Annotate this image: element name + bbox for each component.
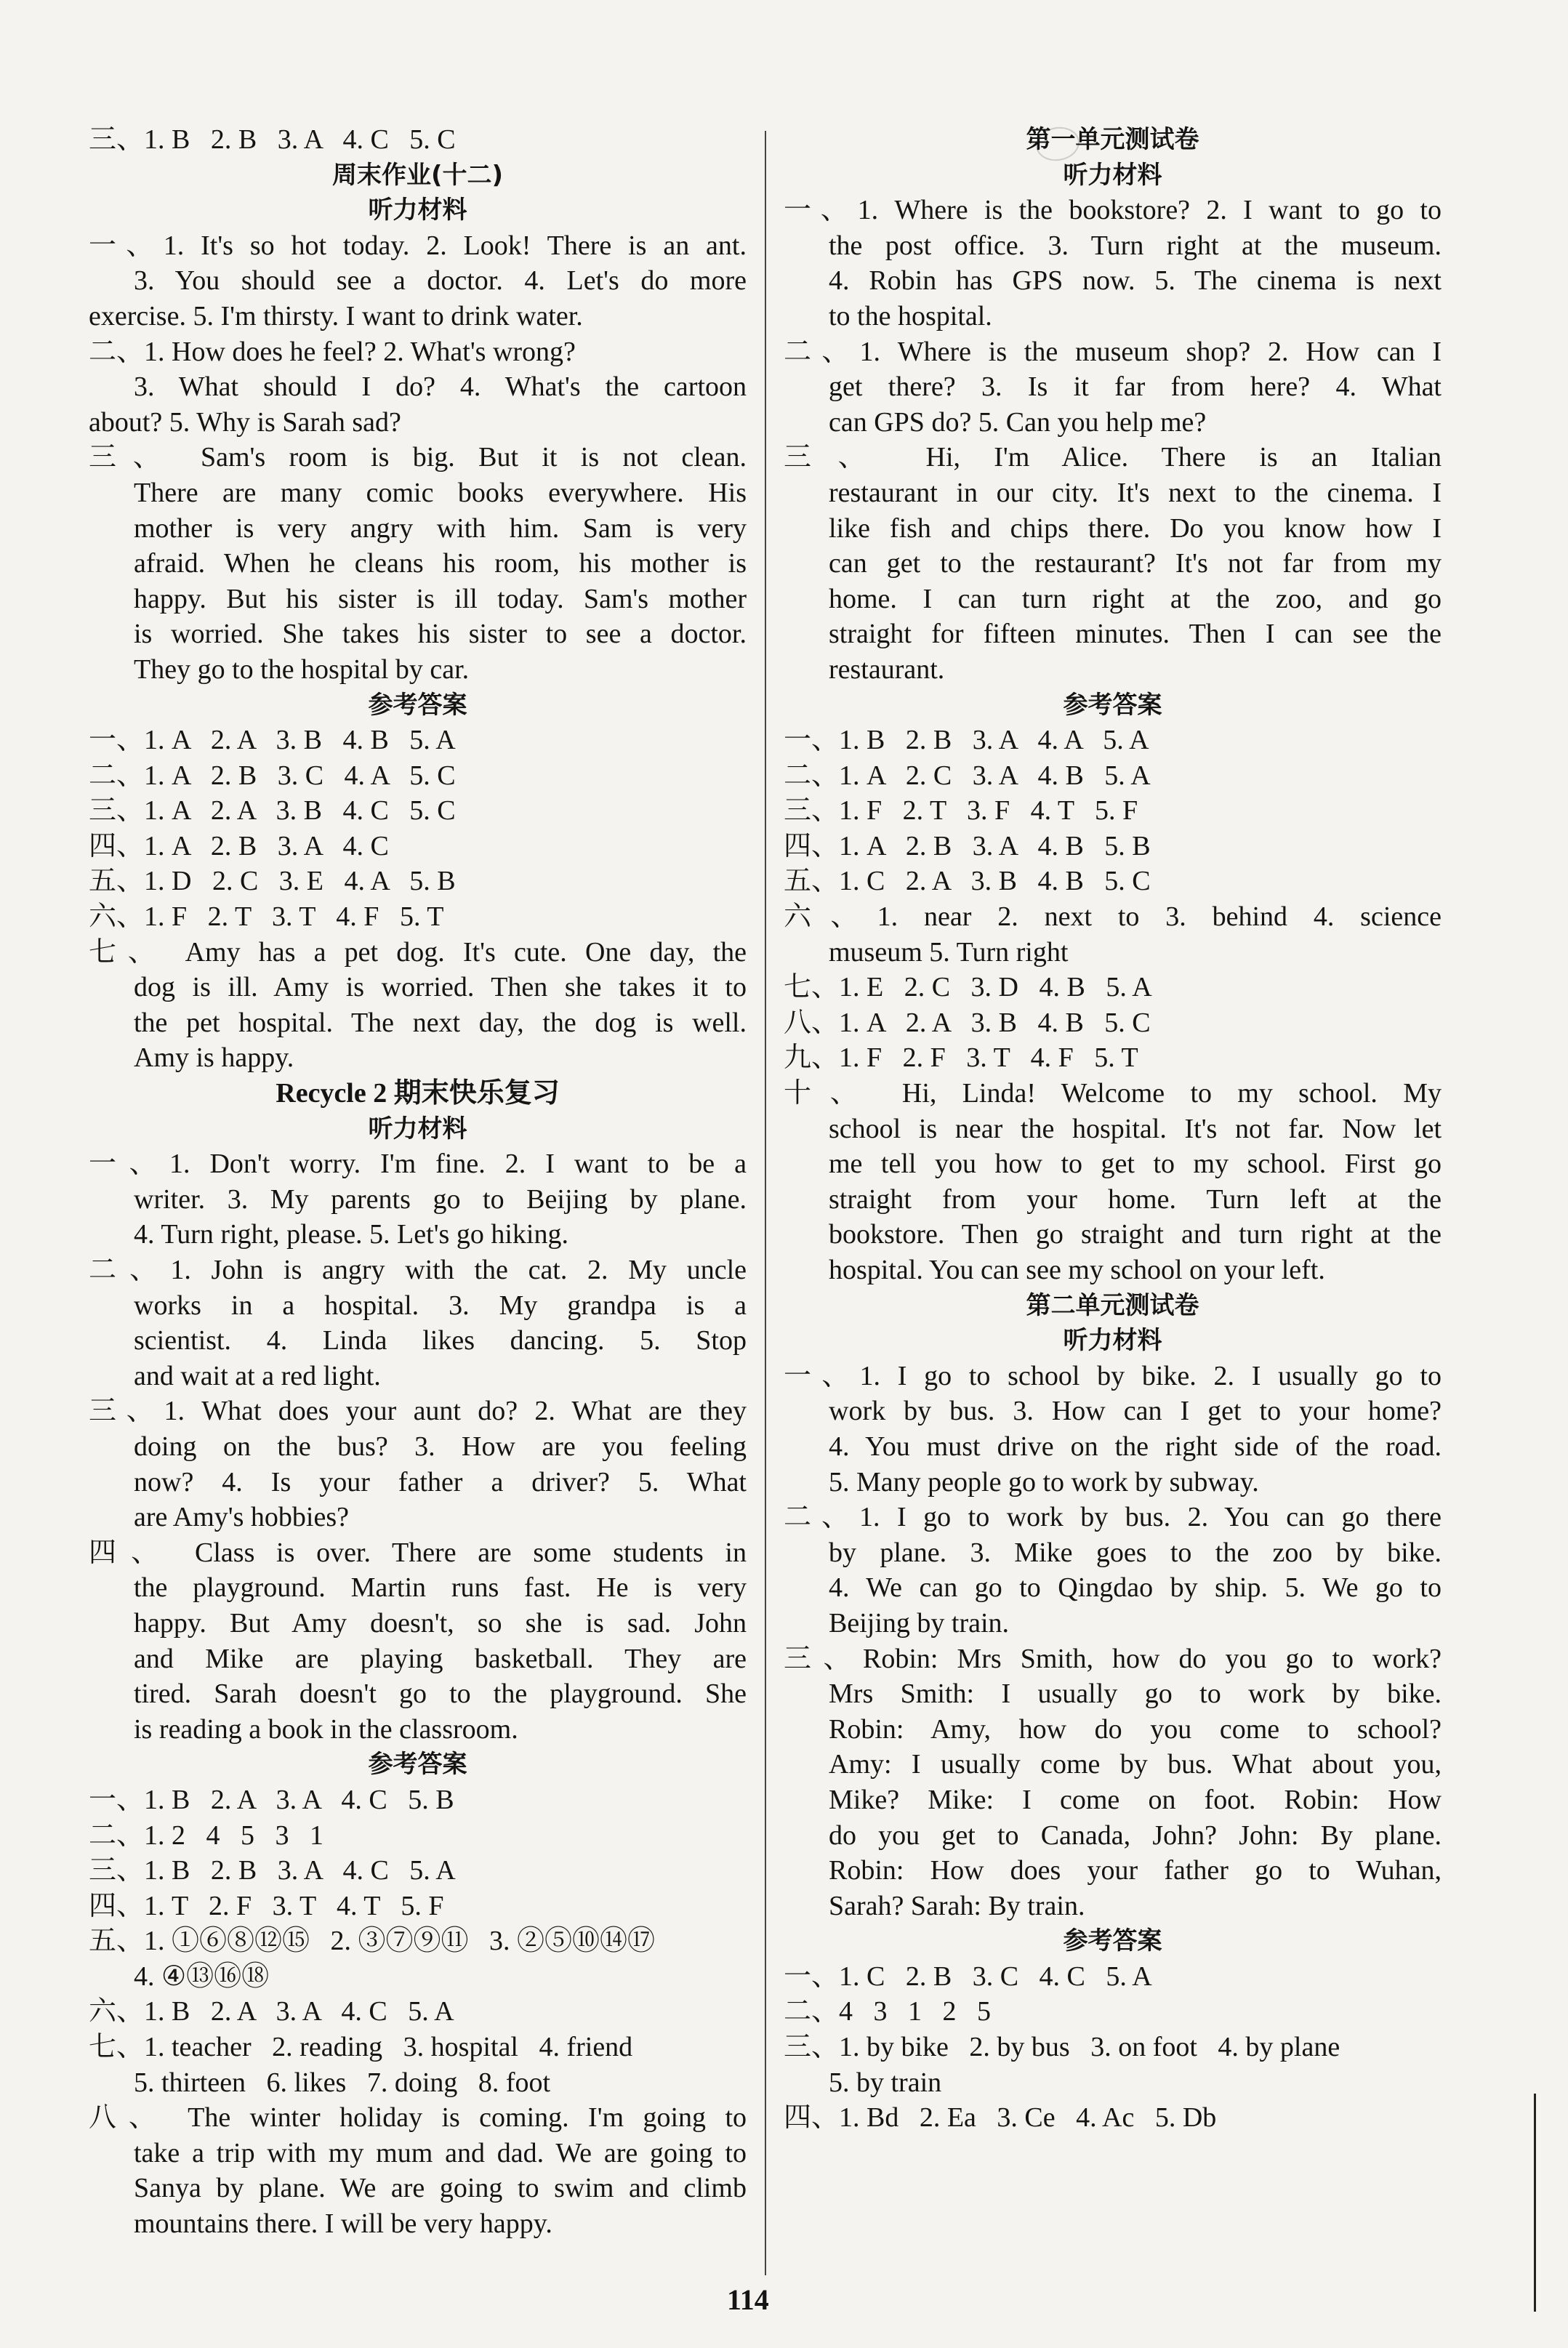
- text-line: tired. Sarah doesn't go to the playground. She: [134, 1678, 747, 1710]
- text-line: Amy is happy.: [134, 1042, 294, 1074]
- text-line: 5. by train: [829, 2067, 942, 2098]
- text-line: mother is very angry with him. Sam is very: [134, 512, 747, 544]
- text-line: doing on the bus? 3. How are you feeling: [134, 1431, 747, 1462]
- text-line: 四、1. A 2. B 3. A 4. B 5. B: [784, 830, 1151, 861]
- text-line: 三、 Sam's room is big. But it is not clean.: [89, 442, 747, 473]
- text-line: Mrs Smith: I usually go to work by bike.: [829, 1678, 1442, 1710]
- text-line: dog is ill. Amy is worried. Then she takes it to: [134, 972, 747, 1003]
- page-number: 114: [727, 2283, 769, 2316]
- text-line: is reading a book in the classroom.: [134, 1713, 518, 1745]
- section-heading: 参考答案: [1063, 690, 1162, 720]
- text-line: 四、1. T 2. F 3. T 4. T 5. F: [89, 1890, 444, 1921]
- text-line: 4. You must drive on the right side of the road.: [829, 1431, 1442, 1462]
- text-line: Mike? Mike: I come on foot. Robin: How: [829, 1784, 1442, 1815]
- text-line: the playground. Martin runs fast. He is very: [134, 1572, 747, 1604]
- text-line: the pet hospital. The next day, the dog is well.: [134, 1007, 747, 1038]
- text-line: writer. 3. My parents go to Beijing by plane.: [134, 1183, 747, 1215]
- text-line: about? 5. Why is Sarah sad?: [89, 406, 401, 438]
- text-line: 三、1. by bike 2. by bus 3. on foot 4. by plane: [784, 2032, 1340, 2063]
- text-line: happy. But his sister is ill today. Sam's mother: [134, 583, 747, 614]
- text-line: straight from your home. Turn left at the: [829, 1183, 1442, 1215]
- text-line: like fish and chips there. Do you know how I: [829, 512, 1442, 544]
- text-line: 4. ④⑬⑯⑱: [134, 1961, 270, 1992]
- text-line: 八、1. A 2. A 3. B 4. B 5. C: [784, 1007, 1151, 1038]
- text-line: restaurant.: [829, 654, 945, 685]
- text-line: get there? 3. Is it far from here? 4. What: [829, 371, 1442, 403]
- text-line: 一、1. Don't worry. I'm fine. 2. I want to be a: [89, 1149, 747, 1180]
- column-divider: [765, 131, 766, 2275]
- text-line: works in a hospital. 3. My grandpa is a: [134, 1290, 747, 1321]
- text-line: 二、1. I go to work by bus. 2. You can go there: [784, 1502, 1442, 1533]
- text-line: is worried. She takes his sister to see a doctor.: [134, 619, 747, 650]
- text-line: school is near the hospital. It's not far. Now let: [829, 1113, 1442, 1144]
- text-line: 三、1. What does your aunt do? 2. What are they: [89, 1396, 747, 1427]
- text-line: Sanya by plane. We are going to swim and climb: [134, 2173, 747, 2204]
- text-line: 三、1. F 2. T 3. F 4. T 5. F: [784, 795, 1138, 827]
- text-line: 四、1. A 2. B 3. A 4. C: [89, 830, 389, 861]
- section-heading: 听力材料: [1063, 160, 1162, 190]
- text-line: 二、1. 2 4 5 3 1: [89, 1820, 324, 1851]
- text-line: 二、1. John is angry with the cat. 2. My uncle: [89, 1255, 747, 1285]
- text-line: 七、1. teacher 2. reading 3. hospital 4. friend: [89, 2032, 633, 2063]
- text-line: 九、1. F 2. F 3. T 4. F 5. T: [784, 1042, 1138, 1074]
- text-line: 4. Turn right, please. 5. Let's go hiking.: [134, 1219, 568, 1250]
- text-line: to the hospital.: [829, 300, 992, 331]
- text-line: 二、4 3 1 2 5: [784, 1996, 992, 2027]
- text-line: 七、 Amy has a pet dog. It's cute. One day, the: [89, 936, 747, 968]
- text-line: 一、1. It's so hot today. 2. Look! There is an ant.: [89, 230, 747, 261]
- section-heading: 听力材料: [1063, 1326, 1162, 1356]
- text-line: 3. What should I do? 4. What's the cartoon: [134, 371, 747, 403]
- text-line: and Mike are playing basketball. They are: [134, 1643, 747, 1674]
- text-line: 七、1. E 2. C 3. D 4. B 5. A: [784, 972, 1152, 1003]
- text-line: 一、1. C 2. B 3. C 4. C 5. A: [784, 1961, 1152, 1992]
- text-line: 三、 Hi, I'm Alice. There is an Italian: [784, 442, 1442, 473]
- text-line: 5. thirteen 6. likes 7. doing 8. foot: [134, 2067, 551, 2098]
- section-heading: 参考答案: [368, 690, 467, 720]
- section-heading: 第二单元测试卷: [1026, 1290, 1199, 1320]
- text-line: 四、 Class is over. There are some students in: [89, 1537, 747, 1568]
- left-column: [89, 122, 747, 2242]
- text-line: afraid. When he cleans his room, his mother is: [134, 548, 747, 579]
- text-line: me tell you how to get to my school. First go: [829, 1149, 1442, 1180]
- page-edge-line: [1534, 2094, 1536, 2312]
- text-line: They go to the hospital by car.: [134, 654, 470, 685]
- text-line: 一、1. B 2. B 3. A 4. A 5. A: [784, 725, 1149, 756]
- section-heading: 听力材料: [368, 196, 467, 225]
- text-line: 一、1. A 2. A 3. B 4. B 5. A: [89, 725, 456, 756]
- text-line: and wait at a red light.: [134, 1360, 381, 1391]
- text-line: 五、1. C 2. A 3. B 4. B 5. C: [784, 866, 1151, 897]
- text-line: 五、1. D 2. C 3. E 4. A 5. B: [89, 866, 456, 897]
- text-line: 二、1. A 2. C 3. A 4. B 5. A: [784, 760, 1151, 791]
- text-line: bookstore. Then go straight and turn right at the: [829, 1219, 1442, 1250]
- text-line: by plane. 3. Mike goes to the zoo by bike.: [829, 1537, 1442, 1568]
- text-line: now? 4. Is your father a driver? 5. What: [134, 1466, 747, 1497]
- text-line: 六、1. F 2. T 3. T 4. F 5. T: [89, 901, 444, 933]
- section-heading: Recycle 2 期末快乐复习: [276, 1078, 560, 1109]
- text-line: the post office. 3. Turn right at the museum.: [829, 230, 1442, 261]
- text-line: home. I can turn right at the zoo, and go: [829, 583, 1442, 614]
- text-line: 六、1. near 2. next to 3. behind 4. science: [784, 901, 1442, 933]
- text-line: restaurant in our city. It's next to the cinema. I: [829, 477, 1442, 508]
- text-line: can GPS do? 5. Can you help me?: [829, 406, 1207, 438]
- text-line: 三、1. B 2. B 3. A 4. C 5. A: [89, 1855, 456, 1886]
- text-line: 二、1. Where is the museum shop? 2. How can I: [784, 336, 1442, 367]
- text-line: 4. We can go to Qingdao by ship. 5. We go to: [829, 1572, 1442, 1604]
- text-line: Amy: I usually come by bus. What about you,: [829, 1749, 1442, 1780]
- text-line: museum 5. Turn right: [829, 936, 1069, 968]
- text-line: There are many comic books everywhere. His: [134, 477, 747, 508]
- text-line: 十、 Hi, Linda! Welcome to my school. My: [784, 1078, 1442, 1109]
- text-line: work by bus. 3. How can I get to your home?: [829, 1396, 1442, 1427]
- text-line: 八、 The winter holiday is coming. I'm going to: [89, 2102, 747, 2134]
- text-line: can get to the restaurant? It's not far from my: [829, 548, 1442, 579]
- text-line: 三、Robin: Mrs Smith, how do you go to work?: [784, 1643, 1442, 1674]
- right-column: [784, 122, 1442, 2136]
- text-line: 5. Many people go to work by subway.: [829, 1466, 1259, 1497]
- text-line: 一、1. I go to school by bike. 2. I usually go to: [784, 1360, 1442, 1391]
- text-line: Robin: Amy, how do you come to school?: [829, 1713, 1442, 1745]
- section-heading: 听力材料: [368, 1114, 467, 1143]
- text-line: Sarah? Sarah: By train.: [829, 1890, 1085, 1921]
- text-line: take a trip with my mum and dad. We are going to: [134, 2137, 747, 2168]
- text-line: 三、1. A 2. A 3. B 4. C 5. C: [89, 795, 456, 827]
- text-line: scientist. 4. Linda likes dancing. 5. Stop: [134, 1325, 747, 1356]
- section-heading: 参考答案: [368, 1750, 467, 1780]
- text-line: 一、1. Where is the bookstore? 2. I want to go to: [784, 195, 1442, 226]
- text-line: Beijing by train.: [829, 1607, 1010, 1639]
- text-line: happy. But Amy doesn't, so she is sad. John: [134, 1607, 747, 1639]
- text-line: hospital. You can see my school on your left.: [829, 1255, 1325, 1285]
- text-line: 二、1. How does he feel? 2. What's wrong?: [89, 336, 576, 367]
- section-heading: 参考答案: [1063, 1926, 1162, 1956]
- text-line: 六、1. B 2. A 3. A 4. C 5. A: [89, 1996, 454, 2027]
- section-heading: 第一单元测试卷: [1026, 125, 1199, 154]
- text-line: 五、1. ①⑥⑧⑫⑮ 2. ③⑦⑨⑪ 3. ②⑤⑩⑭⑰: [89, 1926, 656, 1957]
- text-line: exercise. 5. I'm thirsty. I want to drink water.: [89, 300, 583, 331]
- text-line: 一、1. B 2. A 3. A 4. C 5. B: [89, 1784, 454, 1815]
- text-line: 4. Robin has GPS now. 5. The cinema is next: [829, 265, 1442, 297]
- text-line: mountains there. I will be very happy.: [134, 2208, 552, 2240]
- text-line: 3. You should see a doctor. 4. Let's do more: [134, 265, 747, 297]
- text-line: straight for fifteen minutes. Then I can see the: [829, 619, 1442, 650]
- text-line: are Amy's hobbies?: [134, 1502, 350, 1533]
- text-line: 三、1. B 2. B 3. A 4. C 5. C: [89, 124, 456, 155]
- text-line: 四、1. Bd 2. Ea 3. Ce 4. Ac 5. Db: [784, 2102, 1217, 2134]
- text-line: do you get to Canada, John? John: By plane.: [829, 1820, 1442, 1851]
- section-heading: 周末作业(十二): [331, 160, 504, 190]
- text-line: 二、1. A 2. B 3. C 4. A 5. C: [89, 760, 456, 791]
- text-line: Robin: How does your father go to Wuhan,: [829, 1855, 1442, 1886]
